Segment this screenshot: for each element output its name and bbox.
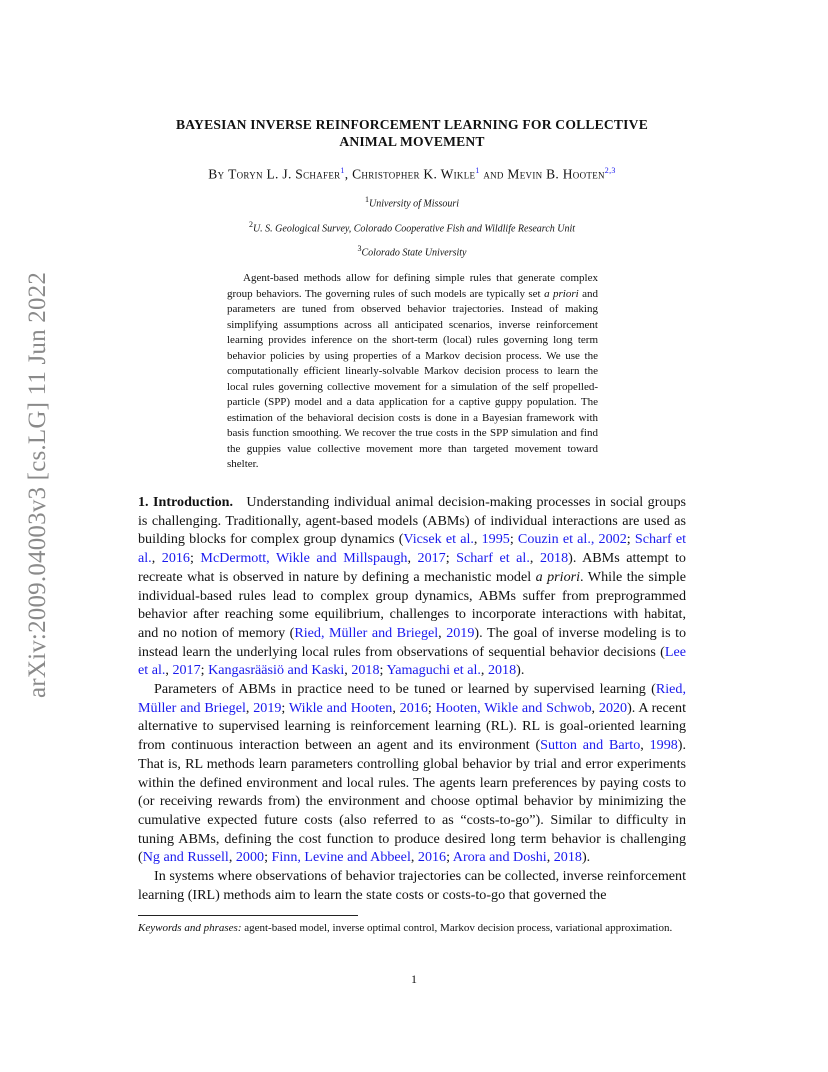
- citation-link[interactable]: Sutton and Barto: [540, 737, 641, 754]
- citation-link[interactable]: Wikle and Hooten: [288, 699, 393, 716]
- citation-link[interactable]: Yamaguchi et al.: [386, 662, 481, 679]
- affiliation-2: [138, 220, 686, 234]
- citation-link[interactable]: 2019: [446, 624, 475, 641]
- citation-link[interactable]: 2018: [553, 849, 582, 866]
- author-3-affiliation-mark[interactable]: 2,3: [604, 166, 616, 175]
- citation-link[interactable]: Lee et al.: [138, 643, 686, 679]
- abstract-text-2: and parameters are tuned from observed behavior trajectories. Instead of making simplifying assumptions across all anticipated scenarios, inverse reinforcement learning provides inference on the short-term (local) rules governing long term behavior policies by using properties of a Markov decision process. We use the computationally efficient linearly-solvable Markov decision process to learn the local rules governing collective movement for a simulation of the self propelled-particle (SPP) model and a data application for a captive guppy population. The estimation of the behavioral decision costs is done in a Bayesian framework with basis function smoothing. We recover the true costs in the SPP simulation and find the guppies value collective movement more than targeted movement toward shelter.: [227, 287, 598, 470]
- citation-link[interactable]: 2019: [253, 699, 282, 716]
- citation-link[interactable]: 2016: [417, 849, 447, 866]
- page-number: 1: [411, 972, 417, 986]
- citation-link[interactable]: 1998: [649, 737, 678, 754]
- citation-link[interactable]: McDermott, Wikle and Millspaugh: [200, 550, 408, 567]
- intro-paragraph-1: 1. Introduction. Understanding individual animal decision-making processes in social groups is challenging. Traditionally, agent-based models (ABMs) of individual interactions are used as building blocks for complex group dynamics (Vicsek et al., 1995; Couzin et al., 2002; Scharf et al., 2016; McDermott, Wikle and Millspaugh, 2017; Scharf et al., 2018). ABMs attempt to recreate what is observed in nature by defining a mechanistic model a priori. While the simple individual-based rules lead to complex group dynamics, ABMs suffer from preprogrammed behavior after reaching some equilibrium, challenges to incorporate interactions with habitat, and no notion of memory (Ried, Müller and Briegel, 2019). The goal of inverse modeling is to instead learn the underlying local rules from observations of sequential behavior decisions (Lee et al., 2017; Kangasrääsiö and Kaski, 2018; Yamaguchi et al., 2018).: [138, 494, 687, 679]
- citation-link[interactable]: 2017: [417, 550, 446, 567]
- author-1-affiliation-mark[interactable]: 1: [340, 166, 345, 175]
- title-line-1: BAYESIAN INVERSE REINFORCEMENT LEARNING FOR COLLECTIVE: [176, 117, 648, 132]
- paper-title: [138, 116, 686, 150]
- author-separator: ,: [344, 166, 349, 182]
- arxiv-stamp: arXiv:2009.04003v3 [cs.LG] 11 Jun 2022: [24, 271, 51, 699]
- footnote-text: agent-based model, inverse optimal control, Markov decision process, variational approximation.: [241, 922, 673, 934]
- affiliation-3-mark: 3: [357, 244, 362, 253]
- citation-link[interactable]: Ng and Russell: [142, 849, 229, 866]
- citation-link[interactable]: 2016: [399, 699, 428, 716]
- citation-link[interactable]: Scharf et al.: [456, 550, 530, 567]
- author-by: By: [208, 166, 225, 182]
- citation-link[interactable]: Couzin et al., 2002: [517, 531, 627, 548]
- introduction-section: [138, 493, 686, 904]
- abstract: [227, 271, 598, 473]
- citation-link[interactable]: Ried, Müller and Briegel: [294, 624, 439, 641]
- footnote: [138, 921, 686, 936]
- section-heading: 1. Introduction.: [138, 494, 234, 510]
- author-list: [138, 166, 686, 183]
- affiliation-3-text: Colorado State University: [361, 247, 467, 259]
- footnote-label: Keywords and phrases:: [138, 922, 242, 934]
- citation-link[interactable]: Finn, Levine and Abbeel: [271, 849, 411, 866]
- citation-link[interactable]: 2018: [487, 662, 517, 679]
- citation-link[interactable]: Ried, Müller and Briegel: [138, 681, 686, 716]
- intro-paragraph-2: Parameters of ABMs in practice need to be tuned or learned by supervised learning (Ried, Müller and Briegel, 2019; Wikle and Hooten, 2016; Hooten, Wikle and Schwob, 2020). A recent alternative to supervised learning is reinforcement learning (RL). RL is goal-oriented learning from continuous interaction between an agent and its environment (Sutton and Barto, 1998). That is, RL methods learn parameters controlling global behavior by trial and error experiments within the defined environment and local rules. The agents learn preferences by paying costs to (or receiving rewards from) the environment and choose optimal behavior by minimizing the cumulative expected future costs (also referred to as “costs-to-go”). Similar to difficulty in tuning ABMs, defining the cost function to produce desired long term behavior is challenging (Ng and Russell, 2000; Finn, Levine and Abbeel, 2016; Arora and Doshi, 2018).: [138, 681, 687, 866]
- citation-link[interactable]: Vicsek et al.: [403, 531, 474, 548]
- intro-paragraph-3: In systems where observations of behavior trajectories can be collected, inverse reinforcement learning (IRL) methods aim to learn the state costs or costs-to-go that governed the: [138, 868, 686, 903]
- citation-link[interactable]: Hooten, Wikle and Schwob: [435, 699, 592, 716]
- citation-link[interactable]: 1995: [481, 531, 510, 548]
- affiliation-1: [138, 195, 686, 209]
- citation-link[interactable]: 2000: [235, 849, 265, 866]
- author-and: and: [483, 166, 504, 182]
- affiliation-2-text: U. S. Geological Survey, Colorado Cooperative Fish and Wildlife Research Unit: [252, 223, 576, 235]
- citation-link[interactable]: 2018: [351, 662, 380, 679]
- author-2-affiliation-mark[interactable]: 1: [475, 166, 480, 175]
- citation-link[interactable]: Arora and Doshi: [452, 849, 547, 866]
- author-2: Christopher K. Wikle: [352, 166, 476, 182]
- abstract-italic: a priori: [544, 287, 579, 300]
- author-3: Mevin B. Hooten: [507, 166, 605, 182]
- abstract-text-1: Agent-based methods allow for defining simple rules that generate complex group behaviors. The governing rules of such models are typically set: [227, 272, 598, 300]
- citation-link[interactable]: 2016: [161, 550, 190, 567]
- author-1: Toryn L. J. Schafer: [228, 166, 341, 182]
- affiliation-1-text: University of Missouri: [369, 198, 459, 210]
- citation-link[interactable]: 2020: [598, 699, 628, 716]
- citation-link[interactable]: 2018: [539, 550, 569, 567]
- citation-link[interactable]: Scharf et al.: [138, 531, 686, 567]
- affiliation-3: [138, 244, 686, 258]
- affiliation-1-mark: 1: [365, 195, 369, 204]
- citation-link[interactable]: 2017: [172, 662, 201, 679]
- citation-link[interactable]: Kangasrääsiö and Kaski: [208, 662, 345, 679]
- footnote-rule: [138, 915, 358, 916]
- title-line-2: ANIMAL MOVEMENT: [339, 134, 485, 149]
- affiliation-2-mark: 2: [248, 220, 253, 229]
